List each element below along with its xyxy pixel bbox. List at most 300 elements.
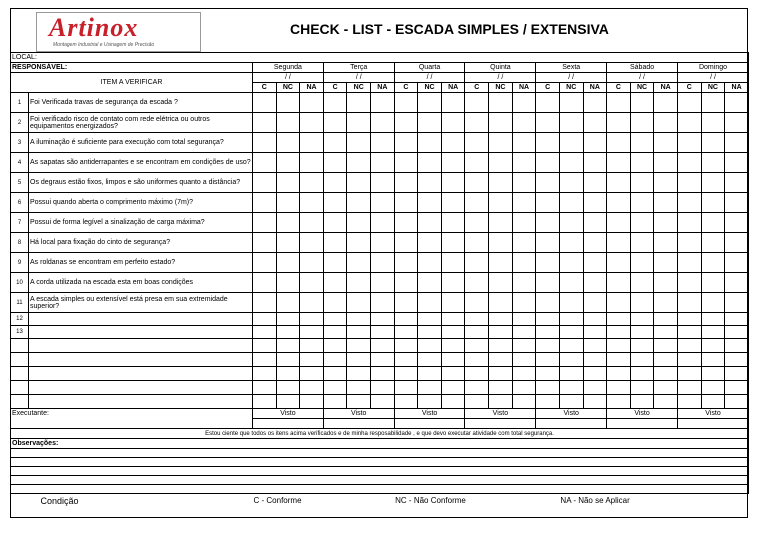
check-cell[interactable] xyxy=(559,253,583,273)
check-cell[interactable] xyxy=(347,395,371,409)
check-cell[interactable] xyxy=(489,153,513,173)
check-cell[interactable] xyxy=(347,339,371,353)
check-cell[interactable] xyxy=(347,233,371,253)
check-cell[interactable] xyxy=(559,233,583,253)
check-cell[interactable] xyxy=(489,367,513,381)
check-cell[interactable] xyxy=(253,326,277,339)
check-cell[interactable] xyxy=(276,193,300,213)
check-cell[interactable] xyxy=(441,367,465,381)
check-cell[interactable] xyxy=(394,253,418,273)
check-cell[interactable] xyxy=(323,133,347,153)
check-cell[interactable] xyxy=(607,367,631,381)
check-cell[interactable] xyxy=(583,313,607,326)
check-cell[interactable] xyxy=(677,313,701,326)
check-cell[interactable] xyxy=(253,293,277,313)
check-cell[interactable] xyxy=(512,313,536,326)
check-cell[interactable] xyxy=(512,326,536,339)
check-cell[interactable] xyxy=(394,153,418,173)
check-cell[interactable] xyxy=(394,173,418,193)
check-cell[interactable] xyxy=(276,313,300,326)
check-cell[interactable] xyxy=(559,381,583,395)
check-cell[interactable] xyxy=(654,193,678,213)
check-cell[interactable] xyxy=(701,153,725,173)
check-cell[interactable] xyxy=(536,367,560,381)
check-cell[interactable] xyxy=(583,353,607,367)
check-cell[interactable] xyxy=(347,381,371,395)
check-cell[interactable] xyxy=(654,367,678,381)
check-cell[interactable] xyxy=(677,395,701,409)
check-cell[interactable] xyxy=(300,353,324,367)
check-cell[interactable] xyxy=(677,93,701,113)
check-cell[interactable] xyxy=(371,153,395,173)
check-cell[interactable] xyxy=(512,193,536,213)
check-cell[interactable] xyxy=(441,253,465,273)
observation-field[interactable] xyxy=(11,467,749,476)
check-cell[interactable] xyxy=(276,381,300,395)
check-cell[interactable] xyxy=(347,193,371,213)
check-cell[interactable] xyxy=(654,326,678,339)
check-cell[interactable] xyxy=(512,395,536,409)
check-cell[interactable] xyxy=(559,313,583,326)
check-cell[interactable] xyxy=(677,273,701,293)
check-cell[interactable] xyxy=(512,173,536,193)
check-cell[interactable] xyxy=(725,339,749,353)
check-cell[interactable] xyxy=(677,353,701,367)
check-cell[interactable] xyxy=(441,293,465,313)
check-cell[interactable] xyxy=(607,381,631,395)
observation-field[interactable] xyxy=(11,476,749,485)
check-cell[interactable] xyxy=(418,213,442,233)
check-cell[interactable] xyxy=(701,253,725,273)
check-cell[interactable] xyxy=(465,273,489,293)
visto-field[interactable]: Visto xyxy=(253,409,324,419)
check-cell[interactable] xyxy=(677,253,701,273)
check-cell[interactable] xyxy=(441,193,465,213)
check-cell[interactable] xyxy=(441,339,465,353)
visto-field[interactable]: Visto xyxy=(536,409,607,419)
check-cell[interactable] xyxy=(725,213,749,233)
check-cell[interactable] xyxy=(300,93,324,113)
check-cell[interactable] xyxy=(253,193,277,213)
check-cell[interactable] xyxy=(607,193,631,213)
check-cell[interactable] xyxy=(441,326,465,339)
check-cell[interactable] xyxy=(300,395,324,409)
check-cell[interactable] xyxy=(394,326,418,339)
check-cell[interactable] xyxy=(465,113,489,133)
visto-field[interactable]: Visto xyxy=(323,409,394,419)
check-cell[interactable] xyxy=(347,153,371,173)
check-cell[interactable] xyxy=(559,213,583,233)
check-cell[interactable] xyxy=(394,339,418,353)
check-cell[interactable] xyxy=(583,367,607,381)
check-cell[interactable] xyxy=(701,381,725,395)
check-cell[interactable] xyxy=(347,253,371,273)
check-cell[interactable] xyxy=(394,133,418,153)
check-cell[interactable] xyxy=(394,93,418,113)
check-cell[interactable] xyxy=(630,367,654,381)
check-cell[interactable] xyxy=(725,381,749,395)
check-cell[interactable] xyxy=(253,93,277,113)
check-cell[interactable] xyxy=(276,293,300,313)
check-cell[interactable] xyxy=(418,313,442,326)
check-cell[interactable] xyxy=(536,173,560,193)
check-cell[interactable] xyxy=(607,273,631,293)
check-cell[interactable] xyxy=(371,313,395,326)
check-cell[interactable] xyxy=(654,173,678,193)
check-cell[interactable] xyxy=(701,395,725,409)
check-cell[interactable] xyxy=(536,339,560,353)
check-cell[interactable] xyxy=(371,173,395,193)
observation-field[interactable] xyxy=(11,485,749,494)
check-cell[interactable] xyxy=(536,113,560,133)
check-cell[interactable] xyxy=(489,233,513,253)
check-cell[interactable] xyxy=(276,173,300,193)
check-cell[interactable] xyxy=(276,233,300,253)
check-cell[interactable] xyxy=(536,381,560,395)
check-cell[interactable] xyxy=(559,153,583,173)
check-cell[interactable] xyxy=(371,133,395,153)
check-cell[interactable] xyxy=(276,353,300,367)
check-cell[interactable] xyxy=(583,213,607,233)
check-cell[interactable] xyxy=(418,339,442,353)
check-cell[interactable] xyxy=(677,233,701,253)
check-cell[interactable] xyxy=(677,133,701,153)
check-cell[interactable] xyxy=(418,233,442,253)
check-cell[interactable] xyxy=(607,93,631,113)
check-cell[interactable] xyxy=(323,253,347,273)
check-cell[interactable] xyxy=(489,93,513,113)
check-cell[interactable] xyxy=(489,253,513,273)
signature-cell[interactable] xyxy=(465,419,536,429)
check-cell[interactable] xyxy=(394,395,418,409)
check-cell[interactable] xyxy=(607,173,631,193)
check-cell[interactable] xyxy=(630,153,654,173)
check-cell[interactable] xyxy=(701,173,725,193)
check-cell[interactable] xyxy=(418,133,442,153)
check-cell[interactable] xyxy=(323,153,347,173)
check-cell[interactable] xyxy=(371,339,395,353)
check-cell[interactable] xyxy=(489,381,513,395)
check-cell[interactable] xyxy=(654,381,678,395)
check-cell[interactable] xyxy=(371,253,395,273)
check-cell[interactable] xyxy=(418,367,442,381)
check-cell[interactable] xyxy=(677,367,701,381)
check-cell[interactable] xyxy=(371,326,395,339)
check-cell[interactable] xyxy=(465,253,489,273)
check-cell[interactable] xyxy=(725,395,749,409)
check-cell[interactable] xyxy=(536,353,560,367)
check-cell[interactable] xyxy=(536,293,560,313)
check-cell[interactable] xyxy=(677,193,701,213)
check-cell[interactable] xyxy=(607,153,631,173)
check-cell[interactable] xyxy=(489,293,513,313)
check-cell[interactable] xyxy=(512,273,536,293)
check-cell[interactable] xyxy=(394,313,418,326)
check-cell[interactable] xyxy=(654,113,678,133)
check-cell[interactable] xyxy=(323,113,347,133)
observation-field[interactable] xyxy=(11,449,749,458)
check-cell[interactable] xyxy=(725,273,749,293)
check-cell[interactable] xyxy=(583,113,607,133)
check-cell[interactable] xyxy=(323,213,347,233)
check-cell[interactable] xyxy=(701,339,725,353)
check-cell[interactable] xyxy=(441,213,465,233)
check-cell[interactable] xyxy=(323,326,347,339)
check-cell[interactable] xyxy=(276,113,300,133)
check-cell[interactable] xyxy=(512,113,536,133)
signature-cell[interactable] xyxy=(677,419,748,429)
check-cell[interactable] xyxy=(512,253,536,273)
check-cell[interactable] xyxy=(418,381,442,395)
check-cell[interactable] xyxy=(583,173,607,193)
visto-field[interactable]: Visto xyxy=(394,409,465,419)
check-cell[interactable] xyxy=(371,293,395,313)
check-cell[interactable] xyxy=(701,293,725,313)
check-cell[interactable] xyxy=(701,133,725,153)
check-cell[interactable] xyxy=(536,233,560,253)
check-cell[interactable] xyxy=(583,273,607,293)
check-cell[interactable] xyxy=(677,381,701,395)
check-cell[interactable] xyxy=(630,213,654,233)
check-cell[interactable] xyxy=(654,93,678,113)
check-cell[interactable] xyxy=(512,353,536,367)
check-cell[interactable] xyxy=(677,326,701,339)
check-cell[interactable] xyxy=(701,193,725,213)
check-cell[interactable] xyxy=(300,133,324,153)
check-cell[interactable] xyxy=(725,113,749,133)
check-cell[interactable] xyxy=(607,339,631,353)
check-cell[interactable] xyxy=(253,395,277,409)
check-cell[interactable] xyxy=(465,153,489,173)
check-cell[interactable] xyxy=(347,173,371,193)
check-cell[interactable] xyxy=(347,367,371,381)
check-cell[interactable] xyxy=(323,93,347,113)
check-cell[interactable] xyxy=(418,113,442,133)
check-cell[interactable] xyxy=(630,133,654,153)
check-cell[interactable] xyxy=(394,213,418,233)
check-cell[interactable] xyxy=(725,367,749,381)
check-cell[interactable] xyxy=(677,173,701,193)
check-cell[interactable] xyxy=(418,93,442,113)
check-cell[interactable] xyxy=(300,253,324,273)
check-cell[interactable] xyxy=(300,113,324,133)
check-cell[interactable] xyxy=(300,273,324,293)
check-cell[interactable] xyxy=(489,339,513,353)
check-cell[interactable] xyxy=(607,313,631,326)
signature-cell[interactable] xyxy=(323,419,394,429)
check-cell[interactable] xyxy=(630,326,654,339)
check-cell[interactable] xyxy=(583,293,607,313)
check-cell[interactable] xyxy=(418,153,442,173)
check-cell[interactable] xyxy=(465,133,489,153)
check-cell[interactable] xyxy=(300,173,324,193)
check-cell[interactable] xyxy=(300,326,324,339)
check-cell[interactable] xyxy=(371,395,395,409)
check-cell[interactable] xyxy=(465,293,489,313)
check-cell[interactable] xyxy=(725,233,749,253)
check-cell[interactable] xyxy=(347,353,371,367)
check-cell[interactable] xyxy=(630,395,654,409)
check-cell[interactable] xyxy=(559,353,583,367)
check-cell[interactable] xyxy=(630,253,654,273)
check-cell[interactable] xyxy=(583,381,607,395)
check-cell[interactable] xyxy=(630,173,654,193)
check-cell[interactable] xyxy=(512,93,536,113)
check-cell[interactable] xyxy=(418,395,442,409)
check-cell[interactable] xyxy=(323,313,347,326)
check-cell[interactable] xyxy=(677,339,701,353)
check-cell[interactable] xyxy=(536,273,560,293)
check-cell[interactable] xyxy=(323,353,347,367)
check-cell[interactable] xyxy=(512,213,536,233)
check-cell[interactable] xyxy=(725,93,749,113)
check-cell[interactable] xyxy=(607,233,631,253)
check-cell[interactable] xyxy=(677,113,701,133)
check-cell[interactable] xyxy=(654,213,678,233)
check-cell[interactable] xyxy=(701,313,725,326)
check-cell[interactable] xyxy=(371,233,395,253)
check-cell[interactable] xyxy=(465,339,489,353)
check-cell[interactable] xyxy=(371,353,395,367)
check-cell[interactable] xyxy=(607,326,631,339)
check-cell[interactable] xyxy=(371,113,395,133)
check-cell[interactable] xyxy=(347,93,371,113)
check-cell[interactable] xyxy=(559,273,583,293)
check-cell[interactable] xyxy=(559,367,583,381)
check-cell[interactable] xyxy=(630,381,654,395)
check-cell[interactable] xyxy=(701,353,725,367)
check-cell[interactable] xyxy=(489,313,513,326)
check-cell[interactable] xyxy=(465,193,489,213)
check-cell[interactable] xyxy=(441,273,465,293)
check-cell[interactable] xyxy=(276,93,300,113)
check-cell[interactable] xyxy=(701,233,725,253)
check-cell[interactable] xyxy=(583,233,607,253)
check-cell[interactable] xyxy=(418,273,442,293)
check-cell[interactable] xyxy=(630,193,654,213)
check-cell[interactable] xyxy=(394,193,418,213)
check-cell[interactable] xyxy=(725,193,749,213)
check-cell[interactable] xyxy=(323,293,347,313)
check-cell[interactable] xyxy=(465,381,489,395)
check-cell[interactable] xyxy=(276,213,300,233)
check-cell[interactable] xyxy=(441,395,465,409)
check-cell[interactable] xyxy=(441,133,465,153)
check-cell[interactable] xyxy=(347,113,371,133)
check-cell[interactable] xyxy=(536,213,560,233)
check-cell[interactable] xyxy=(253,213,277,233)
check-cell[interactable] xyxy=(300,367,324,381)
check-cell[interactable] xyxy=(630,273,654,293)
check-cell[interactable] xyxy=(276,326,300,339)
check-cell[interactable] xyxy=(583,193,607,213)
check-cell[interactable] xyxy=(465,313,489,326)
check-cell[interactable] xyxy=(371,213,395,233)
check-cell[interactable] xyxy=(347,326,371,339)
check-cell[interactable] xyxy=(300,193,324,213)
check-cell[interactable] xyxy=(465,326,489,339)
check-cell[interactable] xyxy=(371,93,395,113)
check-cell[interactable] xyxy=(607,213,631,233)
check-cell[interactable] xyxy=(276,273,300,293)
check-cell[interactable] xyxy=(583,93,607,113)
check-cell[interactable] xyxy=(418,173,442,193)
check-cell[interactable] xyxy=(347,273,371,293)
check-cell[interactable] xyxy=(630,113,654,133)
check-cell[interactable] xyxy=(465,213,489,233)
check-cell[interactable] xyxy=(418,326,442,339)
check-cell[interactable] xyxy=(465,367,489,381)
check-cell[interactable] xyxy=(607,113,631,133)
check-cell[interactable] xyxy=(253,313,277,326)
check-cell[interactable] xyxy=(536,193,560,213)
check-cell[interactable] xyxy=(489,193,513,213)
check-cell[interactable] xyxy=(559,293,583,313)
visto-field[interactable]: Visto xyxy=(465,409,536,419)
check-cell[interactable] xyxy=(347,313,371,326)
check-cell[interactable] xyxy=(654,353,678,367)
check-cell[interactable] xyxy=(300,381,324,395)
check-cell[interactable] xyxy=(253,113,277,133)
signature-cell[interactable] xyxy=(536,419,607,429)
check-cell[interactable] xyxy=(512,293,536,313)
check-cell[interactable] xyxy=(630,313,654,326)
check-cell[interactable] xyxy=(725,326,749,339)
check-cell[interactable] xyxy=(253,367,277,381)
check-cell[interactable] xyxy=(512,133,536,153)
check-cell[interactable] xyxy=(253,273,277,293)
check-cell[interactable] xyxy=(654,233,678,253)
check-cell[interactable] xyxy=(394,367,418,381)
check-cell[interactable] xyxy=(654,339,678,353)
check-cell[interactable] xyxy=(276,133,300,153)
check-cell[interactable] xyxy=(347,133,371,153)
check-cell[interactable] xyxy=(323,193,347,213)
check-cell[interactable] xyxy=(441,233,465,253)
check-cell[interactable] xyxy=(512,233,536,253)
check-cell[interactable] xyxy=(253,173,277,193)
check-cell[interactable] xyxy=(583,133,607,153)
signature-cell[interactable] xyxy=(253,419,324,429)
check-cell[interactable] xyxy=(654,153,678,173)
check-cell[interactable] xyxy=(654,253,678,273)
check-cell[interactable] xyxy=(512,381,536,395)
check-cell[interactable] xyxy=(583,326,607,339)
signature-cell[interactable] xyxy=(394,419,465,429)
check-cell[interactable] xyxy=(630,339,654,353)
check-cell[interactable] xyxy=(323,339,347,353)
check-cell[interactable] xyxy=(253,339,277,353)
check-cell[interactable] xyxy=(394,113,418,133)
check-cell[interactable] xyxy=(559,133,583,153)
check-cell[interactable] xyxy=(253,353,277,367)
check-cell[interactable] xyxy=(607,293,631,313)
check-cell[interactable] xyxy=(394,233,418,253)
check-cell[interactable] xyxy=(418,353,442,367)
check-cell[interactable] xyxy=(536,326,560,339)
check-cell[interactable] xyxy=(489,353,513,367)
check-cell[interactable] xyxy=(536,253,560,273)
check-cell[interactable] xyxy=(489,213,513,233)
check-cell[interactable] xyxy=(441,113,465,133)
check-cell[interactable] xyxy=(441,353,465,367)
check-cell[interactable] xyxy=(371,193,395,213)
check-cell[interactable] xyxy=(725,153,749,173)
observation-field[interactable] xyxy=(11,458,749,467)
check-cell[interactable] xyxy=(300,233,324,253)
check-cell[interactable] xyxy=(441,381,465,395)
check-cell[interactable] xyxy=(489,173,513,193)
